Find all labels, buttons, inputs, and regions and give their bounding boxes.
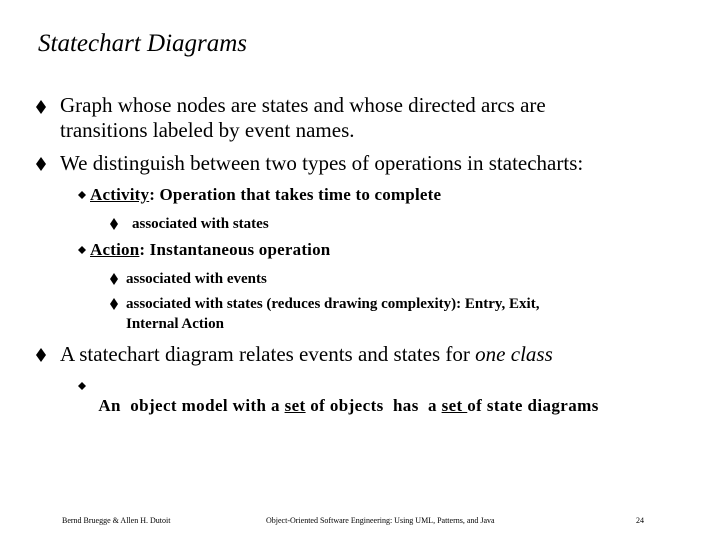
footer-authors: Bernd Bruegge & Allen H. Dutoit [62, 516, 171, 525]
activity-sub-item-1: associated with states [132, 216, 269, 232]
tiny-diamond-bullet-icon [110, 218, 118, 230]
action-sub-item-2-line-2: Internal Action [126, 316, 224, 332]
bullet-2-text: We distinguish between two types of operations in statecharts: [60, 151, 584, 175]
small-diamond-bullet-icon [78, 382, 86, 390]
bullet-3-sub-item [90, 376, 599, 416]
sub-item-lead: An object model with a [98, 396, 285, 415]
activity-definition [90, 185, 441, 205]
set-term-2: set [441, 396, 468, 415]
small-diamond-bullet-icon [78, 191, 86, 199]
page-number: 24 [636, 516, 644, 525]
bullet-1-line-1: Graph whose nodes are states and whose directed arcs are [60, 93, 546, 117]
activity-description: : Operation that takes time to complete [149, 185, 442, 204]
action-definition [90, 240, 330, 260]
action-sub-item-2-line-1: associated with states (reduces drawing complexity): Entry, Exit, [126, 296, 540, 312]
diamond-bullet-icon [36, 157, 46, 171]
tiny-diamond-bullet-icon [110, 298, 118, 310]
action-term: Action [90, 240, 140, 259]
action-sub-item-1: associated with events [126, 271, 267, 287]
bullet-3-text [60, 342, 553, 367]
diamond-bullet-icon [36, 348, 46, 362]
tiny-diamond-bullet-icon [110, 273, 118, 285]
bullet-3-lead: A statechart diagram relates events and states for [60, 342, 476, 366]
small-diamond-bullet-icon [78, 246, 86, 254]
slide-title: Statechart Diagrams [38, 30, 248, 57]
action-description: : Instantaneous operation [139, 240, 331, 259]
diamond-bullet-icon [36, 100, 46, 114]
footer-book-title: Object-Oriented Software Engineering: Using UML, Patterns, and Java [266, 516, 495, 525]
sub-item-tail: of state diagrams [467, 396, 599, 415]
bullet-1-line-2: transitions labeled by event names. [60, 118, 355, 142]
set-term-1: set [284, 396, 306, 415]
bullet-3-emphasis: one class [475, 342, 553, 366]
activity-term: Activity [90, 185, 150, 204]
sub-item-middle: of objects has a [305, 396, 442, 415]
